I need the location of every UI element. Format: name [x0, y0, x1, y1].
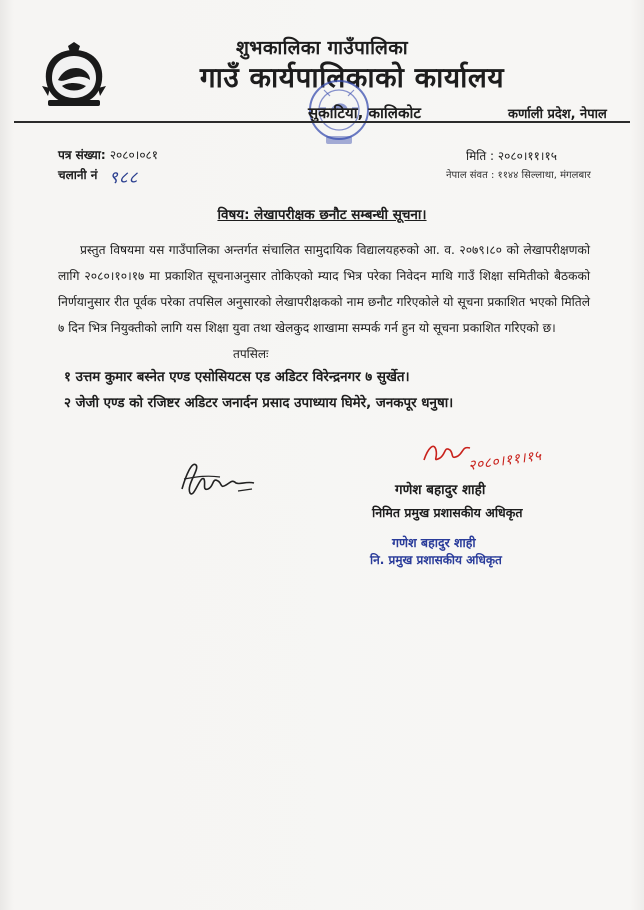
stamp-signatory-title: नि. प्रमुख प्रशासकीय अधिकृत [370, 553, 502, 567]
office-location: सुकाटिया, कालिकोट [308, 104, 421, 122]
ref-no-label: पत्र संख्या: [58, 148, 106, 162]
letter-subject: विषय: लेखापरीक्षक छनौट सम्बन्धी सूचना। [217, 207, 427, 223]
signatory-title: निमित प्रमुख प्रशासकीय अधिकृत [372, 505, 523, 520]
letter-date [466, 147, 557, 164]
list-item: १ उत्तम कुमार बस्नेत एण्ड एसोसियटस एड अडिटर विरेन्द्रनगर ७ सुर्खेत। [64, 370, 410, 385]
left-signature-icon [176, 455, 260, 501]
date-label: मिति : [466, 149, 495, 163]
date-value: २०८०।११।१५ [497, 149, 557, 163]
stamp-signatory-name: गणेश बहादुर शाही [392, 535, 476, 550]
ref-no-value: २०८०।०८१ [109, 148, 159, 162]
office-name: गाउँ कार्यपालिकाको कार्यालय [199, 61, 505, 94]
letter-body: प्रस्तुत विषयमा यस गाउँपालिका अन्तर्गत संचालित सामुदायिक विद्यालयहरुको आ. व. २०७९।८० को लेखापरीक्षणको लागि २०८०।१०।१७ मा प्रकाशित सूचनाअनुसार तोकिएको म्याद भित्र परेका निवेदन माथि गाउँ शिक्षा समितीको बैठकको निर्णयानुसार रीत पूर्वक परेका तपसिल अनुसारको लेखापरीक्षकको नाम छनौट गरिएकोले यो सूचना प्रकाशित भएको मितिले ७ दिन भित्र नियुक्तीको लागि यस शिक्षा युवा तथा खेलकुद शाखामा सम्पर्क गर्न हुन यो सूचना प्रकाशित गरिएको छ। [58, 243, 590, 335]
municipality-name: शुभकालिका गाउँपालिका [235, 37, 409, 59]
province-name: कर्णाली प्रदेश, नेपाल [508, 107, 607, 122]
handwritten-date: २०८०।११।१५ [467, 447, 543, 475]
dispatch-number-handwritten: ९८८ [109, 168, 139, 188]
ref-no [58, 146, 158, 163]
list-item: २ जेजी एण्ड को रजिष्टर अडिटर जनार्दन प्रसाद उपाध्याय घिमेरे, जनकपूर धनुषा। [64, 396, 454, 411]
signatory-name: गणेश बहादुर शाही [395, 482, 486, 498]
dispatch-label: चलानी नं [58, 168, 98, 182]
nepal-samvat-date: नेपाल संवत : ११४४ सिल्लाथा, मंगलबार [446, 170, 591, 181]
header-divider [14, 121, 630, 123]
list-heading: तपसिलः [233, 347, 269, 361]
